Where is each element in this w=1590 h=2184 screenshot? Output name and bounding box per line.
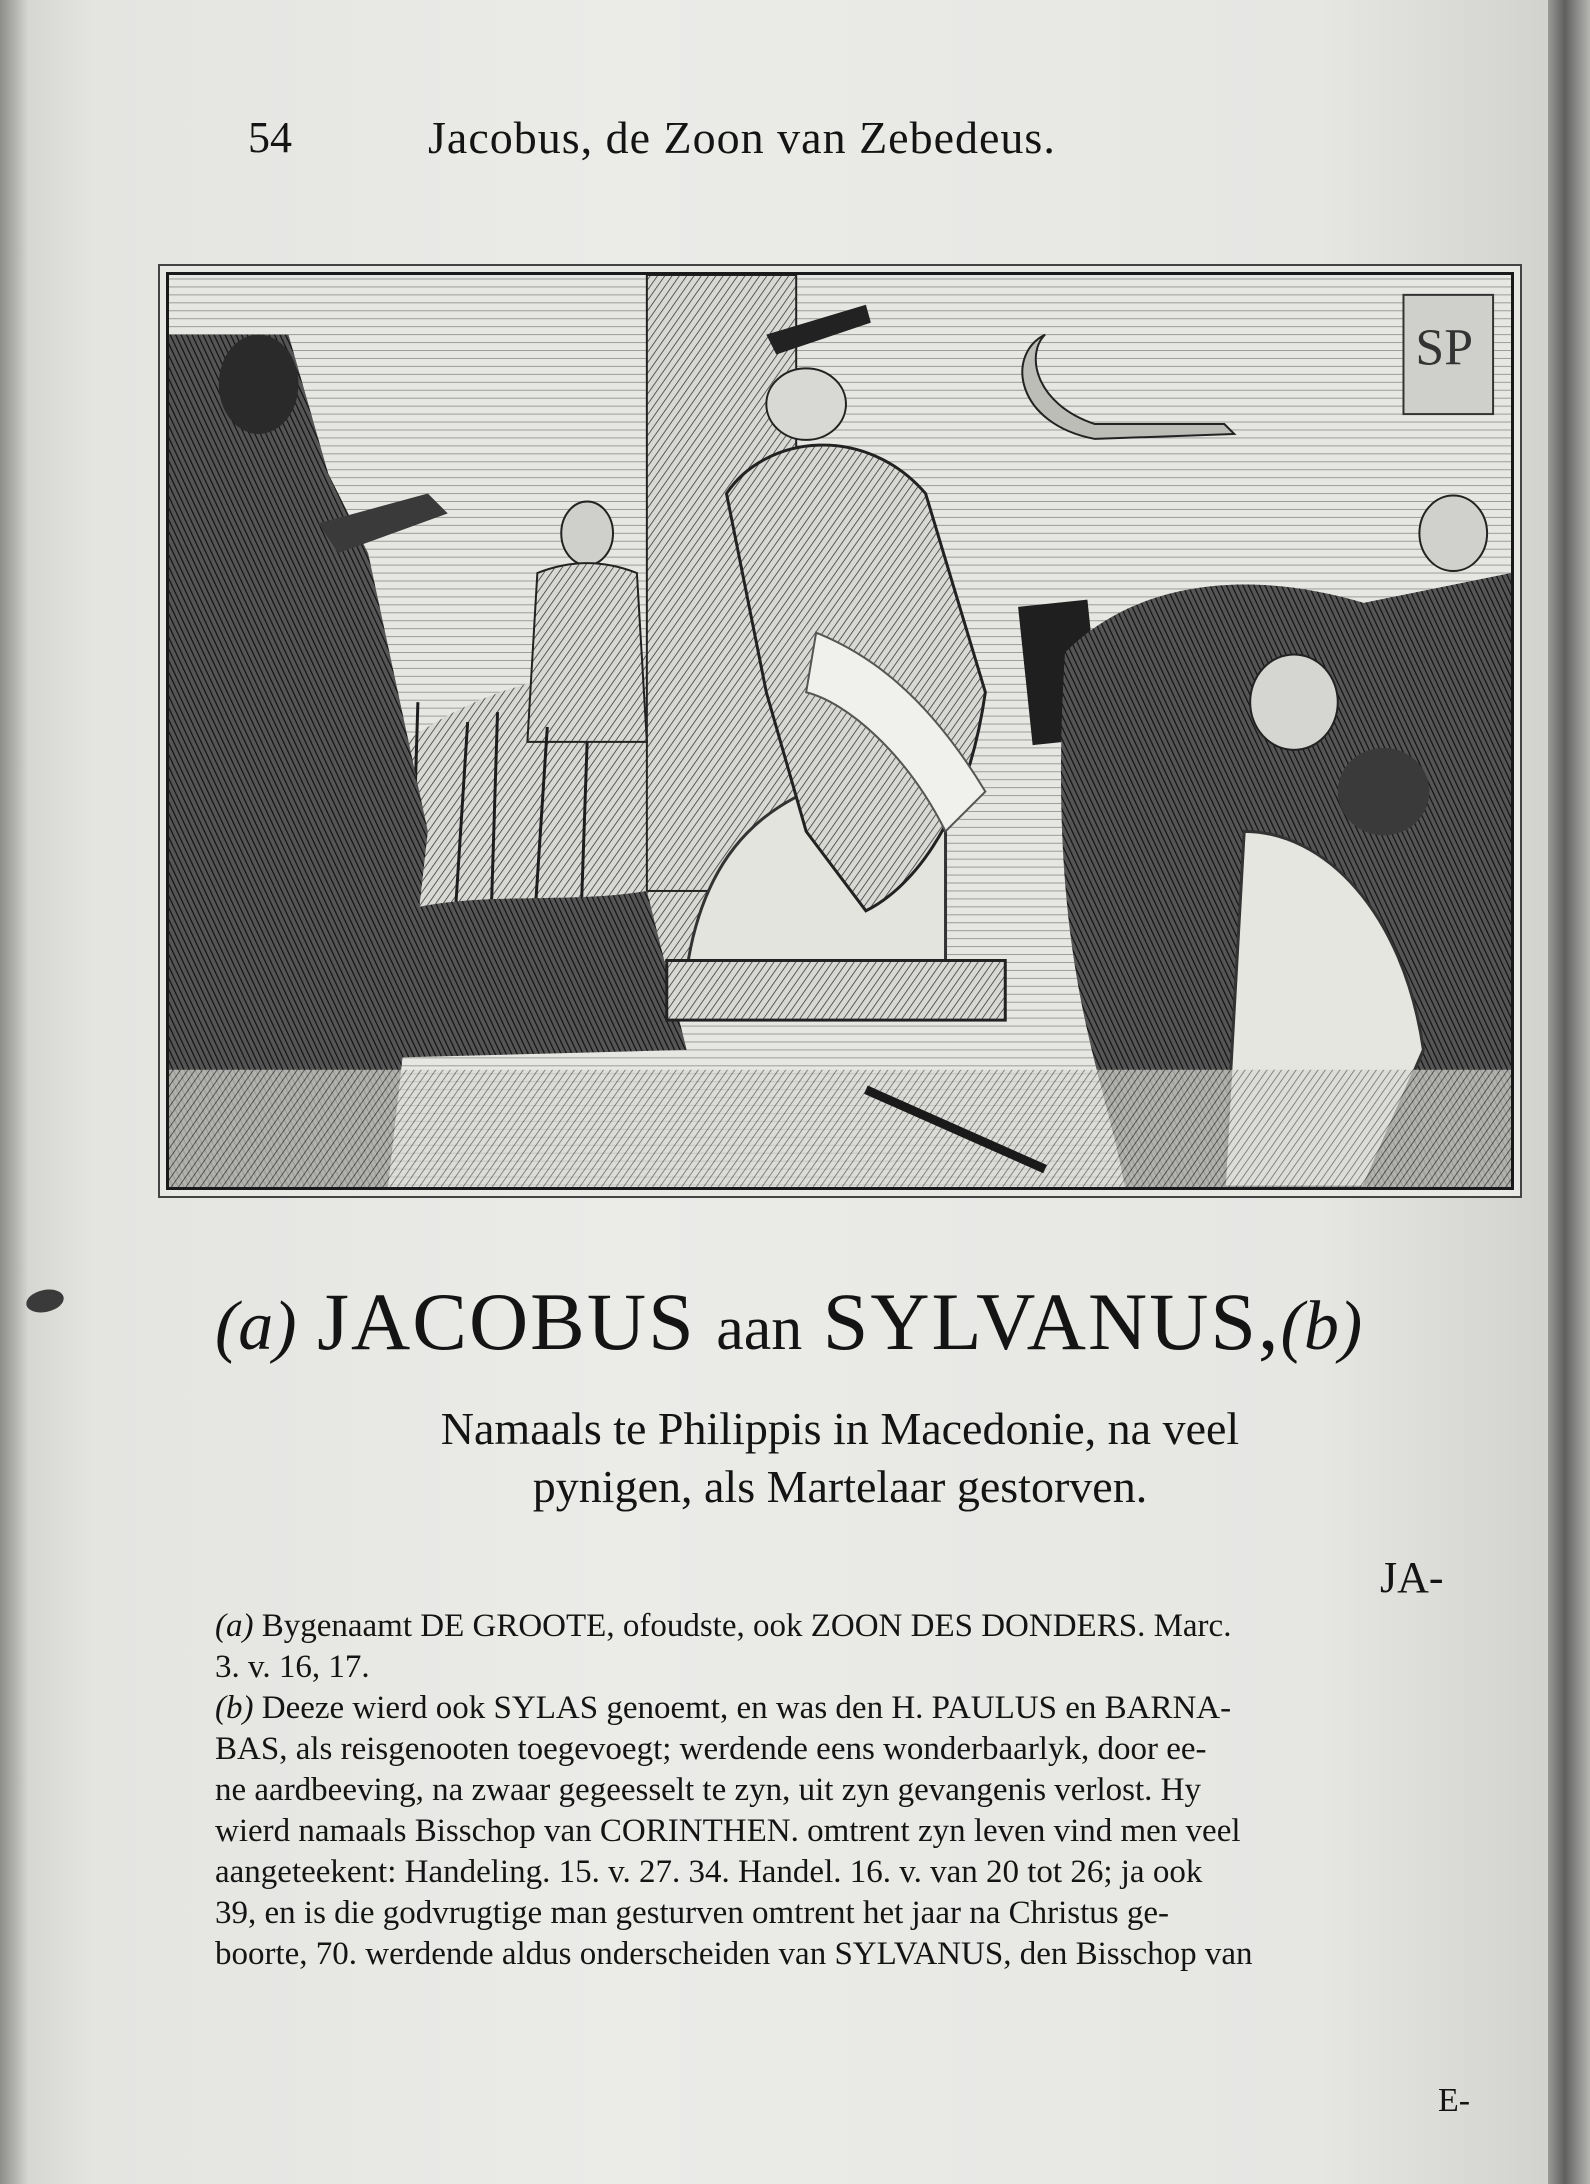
- page-edge: [1548, 0, 1590, 2184]
- footnote-b-line-3: ne aardbeeving, na zwaar gegeesselt te zyn, uit zyn gevangenis verlost. Hy: [215, 1772, 1201, 1808]
- sender-name: JACOBUS: [317, 1276, 696, 1367]
- footnote-b-line-7: boorte, 70. werdende aldus onderscheiden van SYLVANUS, den Bisschop van: [215, 1936, 1253, 1972]
- gutter-shadow: [0, 0, 28, 2184]
- footnote-a-line-1: (a) Bygenaamt DE GROOTE, ofoudste, ook ZOON DES DONDERS. Marc.: [215, 1608, 1232, 1644]
- footnote-a-line-2: 3. v. 16, 17.: [215, 1649, 370, 1685]
- footnote-b-line-2: BAS, als reisgenooten toegevoegt; werdende eens wonderbaarlyk, door ee-: [215, 1731, 1207, 1767]
- martyrdom-engraving: [166, 272, 1514, 1190]
- footnote-b-mark: (b): [215, 1690, 254, 1726]
- footnote-b-line-4: wierd namaals Bisschop van CORINTHEN. omtrent zyn leven vind men veel: [215, 1813, 1241, 1849]
- running-head: [248, 108, 1328, 168]
- letter-subtitle: [330, 1400, 1350, 1516]
- footnote-a-mark: (a): [215, 1608, 254, 1644]
- footnotes: [215, 1606, 1475, 1975]
- footnote-b: [215, 1688, 1475, 1975]
- footnote-b-line-1: (b) Deeze wierd ook SYLAS genoemt, en was den H. PAULUS en BARNA-: [215, 1690, 1232, 1726]
- banner-letters: SP: [1415, 319, 1474, 377]
- catchword: JA-: [1380, 1553, 1444, 1602]
- footnote-b-line-5: aangeteekent: Handeling. 15. v. 27. 34. Handel. 16. v. van 20 tot 26; ja ook: [215, 1854, 1203, 1890]
- footnote-a: [215, 1606, 1475, 1688]
- subtitle-line-1: Namaals te Philippis in Macedonie, na veel: [440, 1403, 1240, 1454]
- running-head-title: Jacobus, de Zoon van Zebedeus.: [428, 112, 1056, 163]
- title-connector: aan: [716, 1295, 803, 1363]
- page-number: 54: [248, 113, 292, 162]
- engraving-illustration: [169, 275, 1511, 1187]
- footnote-ref-a: (a): [215, 1288, 297, 1365]
- recipient-name: SYLVANUS,: [822, 1276, 1281, 1367]
- subtitle-line-2: pynigen, als Martelaar gestorven.: [532, 1461, 1148, 1512]
- ink-blot: [24, 1286, 66, 1315]
- catchword-bottom: E-: [1438, 2082, 1471, 2119]
- footnote-ref-b: (b): [1280, 1288, 1363, 1365]
- letter-title: [215, 1272, 1475, 1372]
- footnote-b-line-6: 39, en is die godvrugtige man gesturven omtrent het jaar na Christus ge-: [215, 1895, 1170, 1931]
